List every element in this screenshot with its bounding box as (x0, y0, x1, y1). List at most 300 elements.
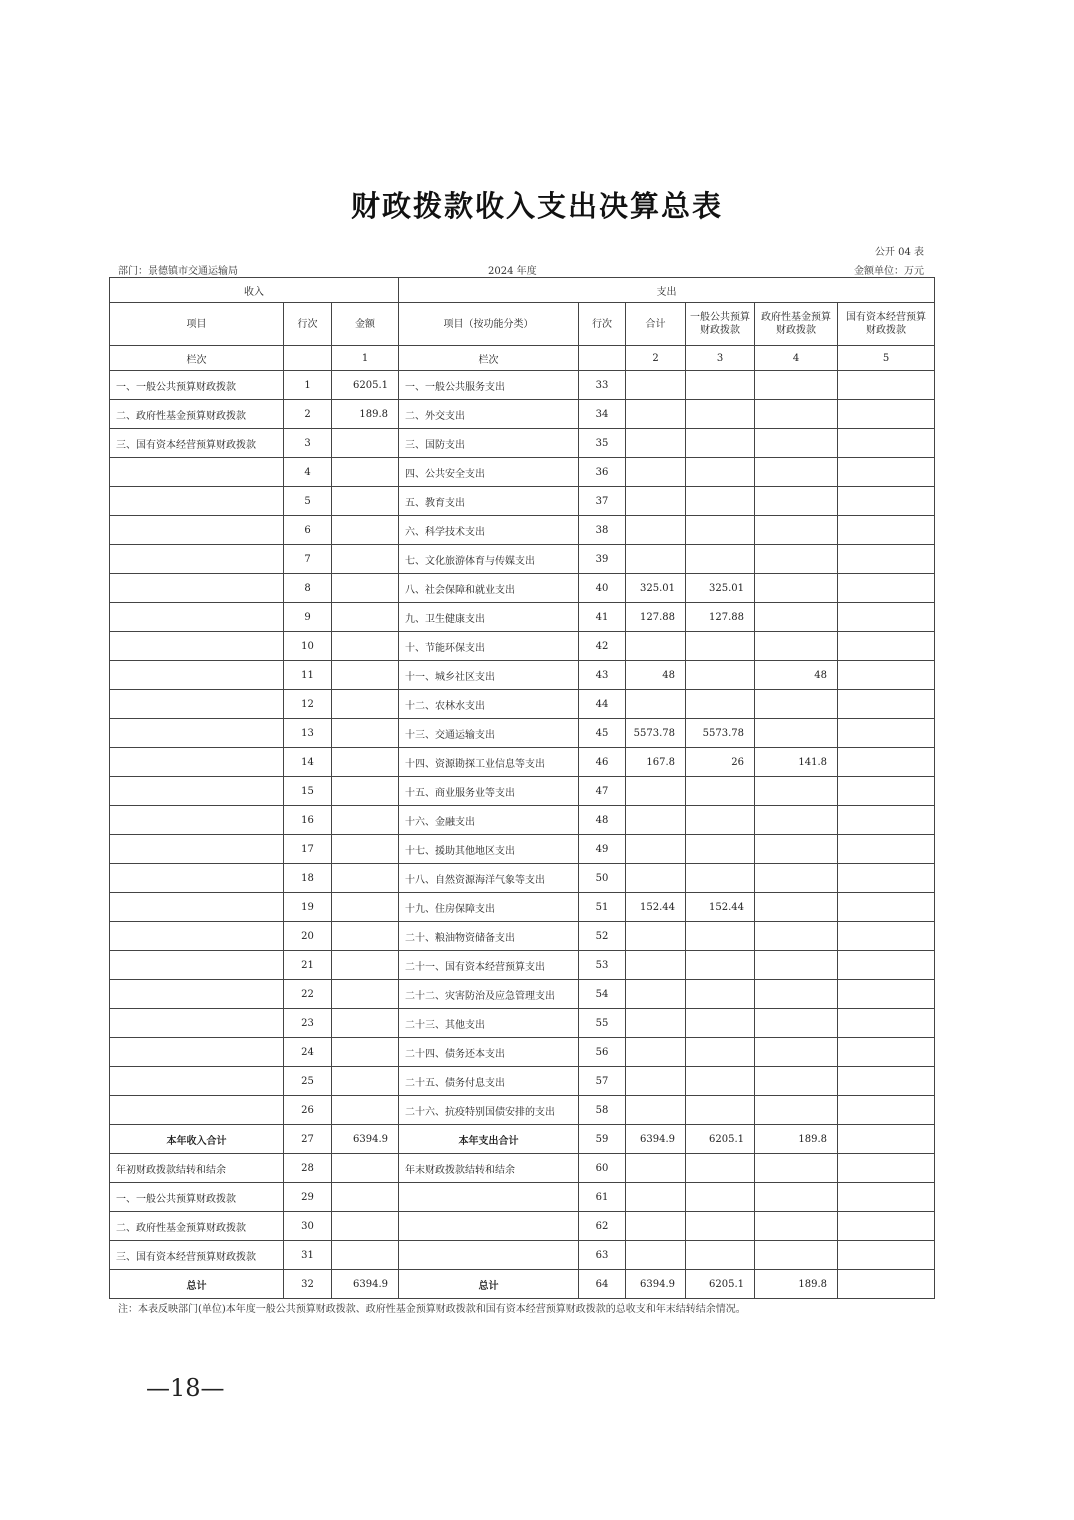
income-amount: 6394.9 (332, 1125, 399, 1154)
income-row-no: 27 (284, 1125, 332, 1154)
expense-row-no: 54 (579, 980, 626, 1009)
income-item (110, 487, 284, 516)
expense-general (686, 661, 755, 690)
expense-total (626, 690, 686, 719)
table-row (110, 661, 935, 690)
expense-state-capital (838, 400, 935, 429)
table-row (110, 458, 935, 487)
expense-state-capital (838, 1038, 935, 1067)
expense-state-capital (838, 1241, 935, 1270)
expense-item: 年末财政拨款结转和结余 (399, 1154, 579, 1183)
expense-total: 48 (626, 661, 686, 690)
expense-state-capital (838, 1125, 935, 1154)
expense-header: 支出 (399, 278, 935, 303)
income-item (110, 1096, 284, 1125)
expense-state-capital (838, 429, 935, 458)
expense-item: 十、节能环保支出 (399, 632, 579, 661)
expense-total (626, 516, 686, 545)
income-row-no: 23 (284, 1009, 332, 1038)
expense-item: 十八、自然资源海洋气象等支出 (399, 864, 579, 893)
expense-general (686, 835, 755, 864)
expense-general (686, 429, 755, 458)
expense-total (626, 1067, 686, 1096)
expense-item: 十四、资源勘探工业信息等支出 (399, 748, 579, 777)
expense-total (626, 806, 686, 835)
expense-row-no: 55 (579, 1009, 626, 1038)
income-row-no: 26 (284, 1096, 332, 1125)
expense-state-capital (838, 371, 935, 400)
income-item (110, 1038, 284, 1067)
expense-gov-fund (755, 777, 838, 806)
table-row (110, 777, 935, 806)
expense-state-capital (838, 719, 935, 748)
item-func-header: 项目（按功能分类） (399, 303, 579, 346)
item-header: 项目 (110, 303, 284, 346)
col-empty-1 (284, 346, 332, 371)
expense-gov-fund (755, 1009, 838, 1038)
expense-row-no: 56 (579, 1038, 626, 1067)
income-amount (332, 632, 399, 661)
income-row-no: 6 (284, 516, 332, 545)
table-row (110, 1125, 935, 1154)
expense-general (686, 864, 755, 893)
income-amount (332, 951, 399, 980)
income-item (110, 864, 284, 893)
expense-gov-fund (755, 458, 838, 487)
income-item (110, 574, 284, 603)
expense-row-no: 52 (579, 922, 626, 951)
expense-general: 5573.78 (686, 719, 755, 748)
row-no2-header: 行次 (579, 303, 626, 346)
table-row (110, 980, 935, 1009)
expense-item: 一、一般公共服务支出 (399, 371, 579, 400)
expense-row-no: 61 (579, 1183, 626, 1212)
expense-general: 6205.1 (686, 1270, 755, 1299)
expense-gov-fund (755, 603, 838, 632)
income-item (110, 835, 284, 864)
table-row (110, 1270, 935, 1299)
income-row-no: 18 (284, 864, 332, 893)
budget-table (109, 277, 935, 1299)
expense-total (626, 1154, 686, 1183)
expense-state-capital (838, 1067, 935, 1096)
income-item (110, 516, 284, 545)
expense-row-no: 59 (579, 1125, 626, 1154)
expense-item (399, 1212, 579, 1241)
expense-state-capital (838, 806, 935, 835)
expense-state-capital (838, 516, 935, 545)
table-row (110, 748, 935, 777)
income-amount (332, 980, 399, 1009)
table-row (110, 1009, 935, 1038)
income-item (110, 603, 284, 632)
expense-general (686, 400, 755, 429)
expense-general (686, 690, 755, 719)
expense-total (626, 632, 686, 661)
expense-total (626, 864, 686, 893)
year-label: 2024 年度 (488, 266, 537, 277)
expense-state-capital (838, 1096, 935, 1125)
income-row-no: 21 (284, 951, 332, 980)
income-row-no: 22 (284, 980, 332, 1009)
expense-row-no: 35 (579, 429, 626, 458)
header-row-1 (110, 278, 935, 303)
expense-gov-fund (755, 1096, 838, 1125)
expense-row-no: 37 (579, 487, 626, 516)
expense-general (686, 632, 755, 661)
expense-total (626, 1212, 686, 1241)
expense-state-capital (838, 951, 935, 980)
expense-total: 5573.78 (626, 719, 686, 748)
income-amount (332, 1096, 399, 1125)
table-row (110, 893, 935, 922)
income-amount (332, 429, 399, 458)
expense-row-no: 51 (579, 893, 626, 922)
income-amount (332, 1067, 399, 1096)
expense-total (626, 429, 686, 458)
income-item (110, 980, 284, 1009)
expense-state-capital (838, 777, 935, 806)
expense-total (626, 835, 686, 864)
expense-total (626, 371, 686, 400)
income-amount (332, 690, 399, 719)
expense-state-capital (838, 1212, 935, 1241)
expense-general (686, 980, 755, 1009)
table-row (110, 574, 935, 603)
income-row-no: 14 (284, 748, 332, 777)
expense-general: 127.88 (686, 603, 755, 632)
income-row-no: 19 (284, 893, 332, 922)
expense-row-no: 53 (579, 951, 626, 980)
table-row (110, 690, 935, 719)
income-amount: 189.8 (332, 400, 399, 429)
expense-general (686, 1154, 755, 1183)
expense-state-capital (838, 487, 935, 516)
expense-total (626, 487, 686, 516)
expense-state-capital (838, 1270, 935, 1299)
expense-gov-fund (755, 632, 838, 661)
department-label: 部门：景德镇市交通运输局 (118, 266, 238, 277)
income-item: 年初财政拨款结转和结余 (110, 1154, 284, 1183)
expense-total (626, 980, 686, 1009)
income-item (110, 1067, 284, 1096)
expense-gov-fund (755, 719, 838, 748)
expense-row-no: 43 (579, 661, 626, 690)
expense-gov-fund (755, 1183, 838, 1212)
expense-general (686, 777, 755, 806)
expense-row-no: 33 (579, 371, 626, 400)
expense-row-no: 44 (579, 690, 626, 719)
col-4: 4 (755, 346, 838, 371)
expense-total (626, 951, 686, 980)
income-item (110, 458, 284, 487)
expense-gov-fund (755, 1067, 838, 1096)
expense-gov-fund: 189.8 (755, 1270, 838, 1299)
expense-state-capital (838, 893, 935, 922)
expense-total (626, 1038, 686, 1067)
expense-total (626, 922, 686, 951)
expense-gov-fund (755, 1241, 838, 1270)
expense-row-no: 39 (579, 545, 626, 574)
expense-gov-fund: 141.8 (755, 748, 838, 777)
expense-gov-fund (755, 487, 838, 516)
total-header: 合计 (626, 303, 686, 346)
expense-item: 十六、金融支出 (399, 806, 579, 835)
expense-item: 二十三、其他支出 (399, 1009, 579, 1038)
income-amount (332, 1154, 399, 1183)
expense-gov-fund (755, 516, 838, 545)
income-amount (332, 1241, 399, 1270)
expense-item (399, 1241, 579, 1270)
income-item (110, 806, 284, 835)
expense-general: 325.01 (686, 574, 755, 603)
income-amount (332, 748, 399, 777)
expense-total: 325.01 (626, 574, 686, 603)
income-amount (332, 487, 399, 516)
income-item (110, 777, 284, 806)
table-row (110, 835, 935, 864)
income-item (110, 632, 284, 661)
expense-row-no: 42 (579, 632, 626, 661)
income-item (110, 1009, 284, 1038)
income-amount (332, 603, 399, 632)
expense-gov-fund (755, 1038, 838, 1067)
expense-item: 七、文化旅游体育与传媒支出 (399, 545, 579, 574)
expense-item: 二十、粮油物资储备支出 (399, 922, 579, 951)
expense-state-capital (838, 690, 935, 719)
table-row (110, 1067, 935, 1096)
expense-state-capital (838, 574, 935, 603)
table-code: 公开 04 表 (874, 247, 924, 258)
expense-total: 127.88 (626, 603, 686, 632)
income-amount (332, 777, 399, 806)
expense-state-capital (838, 980, 935, 1009)
income-row-no: 12 (284, 690, 332, 719)
expense-item: 二十二、灾害防治及应急管理支出 (399, 980, 579, 1009)
income-row-no: 29 (284, 1183, 332, 1212)
expense-total (626, 400, 686, 429)
expense-row-no: 50 (579, 864, 626, 893)
table-row (110, 719, 935, 748)
expense-row-no: 57 (579, 1067, 626, 1096)
income-row-no: 17 (284, 835, 332, 864)
expense-row-no: 62 (579, 1212, 626, 1241)
income-item: 三、国有资本经营预算财政拨款 (110, 429, 284, 458)
expense-state-capital (838, 1183, 935, 1212)
expense-state-capital (838, 748, 935, 777)
income-row-no: 32 (284, 1270, 332, 1299)
col-label2: 栏次 (399, 346, 579, 371)
expense-gov-fund (755, 690, 838, 719)
general-header: 一般公共预算财政拨款 (686, 303, 755, 346)
expense-state-capital (838, 1154, 935, 1183)
expense-gov-fund: 189.8 (755, 1125, 838, 1154)
expense-general (686, 1183, 755, 1212)
expense-gov-fund (755, 806, 838, 835)
expense-total (626, 458, 686, 487)
income-amount (332, 864, 399, 893)
expense-row-no: 64 (579, 1270, 626, 1299)
expense-row-no: 60 (579, 1154, 626, 1183)
expense-item: 十五、商业服务业等支出 (399, 777, 579, 806)
expense-item: 十九、住房保障支出 (399, 893, 579, 922)
income-item (110, 661, 284, 690)
expense-general (686, 371, 755, 400)
expense-item: 二十五、债务付息支出 (399, 1067, 579, 1096)
expense-general (686, 951, 755, 980)
income-item (110, 748, 284, 777)
amount-header: 金额 (332, 303, 399, 346)
expense-general: 26 (686, 748, 755, 777)
expense-general (686, 458, 755, 487)
expense-state-capital (838, 603, 935, 632)
income-item: 本年收入合计 (110, 1125, 284, 1154)
table-row (110, 545, 935, 574)
expense-general (686, 516, 755, 545)
income-amount (332, 1009, 399, 1038)
expense-general (686, 1009, 755, 1038)
col-5: 5 (838, 346, 935, 371)
col-label: 栏次 (110, 346, 284, 371)
income-item: 二、政府性基金预算财政拨款 (110, 400, 284, 429)
income-item (110, 893, 284, 922)
expense-item (399, 1183, 579, 1212)
table-row (110, 400, 935, 429)
expense-row-no: 63 (579, 1241, 626, 1270)
table-row (110, 487, 935, 516)
table-row (110, 1154, 935, 1183)
expense-general (686, 1212, 755, 1241)
expense-state-capital (838, 458, 935, 487)
expense-item: 十三、交通运输支出 (399, 719, 579, 748)
expense-gov-fund (755, 371, 838, 400)
expense-total (626, 1096, 686, 1125)
expense-item: 二十六、抗疫特别国债安排的支出 (399, 1096, 579, 1125)
expense-total (626, 1183, 686, 1212)
expense-item: 九、卫生健康支出 (399, 603, 579, 632)
income-row-no: 8 (284, 574, 332, 603)
income-amount (332, 719, 399, 748)
income-row-no: 9 (284, 603, 332, 632)
income-item: 总计 (110, 1270, 284, 1299)
expense-general (686, 487, 755, 516)
table-row (110, 1212, 935, 1241)
expense-state-capital (838, 864, 935, 893)
expense-item: 八、社会保障和就业支出 (399, 574, 579, 603)
income-row-no: 5 (284, 487, 332, 516)
income-amount (332, 661, 399, 690)
income-item: 一、一般公共预算财政拨款 (110, 371, 284, 400)
income-item (110, 690, 284, 719)
income-amount (332, 458, 399, 487)
expense-total (626, 777, 686, 806)
income-item: 二、政府性基金预算财政拨款 (110, 1212, 284, 1241)
income-row-no: 20 (284, 922, 332, 951)
expense-general (686, 1067, 755, 1096)
expense-gov-fund (755, 545, 838, 574)
expense-total: 152.44 (626, 893, 686, 922)
expense-gov-fund (755, 400, 838, 429)
col-1: 1 (332, 346, 399, 371)
expense-total (626, 1241, 686, 1270)
expense-gov-fund (755, 893, 838, 922)
income-row-no: 4 (284, 458, 332, 487)
expense-item: 三、国防支出 (399, 429, 579, 458)
expense-state-capital (838, 661, 935, 690)
expense-general (686, 545, 755, 574)
expense-general: 6205.1 (686, 1125, 755, 1154)
income-amount (332, 835, 399, 864)
income-amount (332, 922, 399, 951)
table-row (110, 922, 935, 951)
income-row-no: 30 (284, 1212, 332, 1241)
income-row-no: 31 (284, 1241, 332, 1270)
income-item (110, 951, 284, 980)
income-row-no: 2 (284, 400, 332, 429)
expense-item: 本年支出合计 (399, 1125, 579, 1154)
table-row (110, 429, 935, 458)
income-amount (332, 806, 399, 835)
income-row-no: 11 (284, 661, 332, 690)
expense-item: 二十一、国有资本经营预算支出 (399, 951, 579, 980)
expense-item: 五、教育支出 (399, 487, 579, 516)
table-row (110, 603, 935, 632)
expense-gov-fund (755, 864, 838, 893)
expense-item: 十一、城乡社区支出 (399, 661, 579, 690)
expense-gov-fund (755, 1212, 838, 1241)
expense-total (626, 545, 686, 574)
income-row-no: 25 (284, 1067, 332, 1096)
income-row-no: 10 (284, 632, 332, 661)
expense-state-capital (838, 545, 935, 574)
expense-state-capital (838, 835, 935, 864)
gov-fund-header: 政府性基金预算财政拨款 (755, 303, 838, 346)
expense-item: 二、外交支出 (399, 400, 579, 429)
expense-total: 6394.9 (626, 1270, 686, 1299)
col-3: 3 (686, 346, 755, 371)
expense-general (686, 1038, 755, 1067)
income-row-no: 24 (284, 1038, 332, 1067)
expense-gov-fund (755, 835, 838, 864)
expense-row-no: 46 (579, 748, 626, 777)
expense-gov-fund (755, 951, 838, 980)
table-row (110, 864, 935, 893)
table-row (110, 1038, 935, 1067)
expense-row-no: 34 (579, 400, 626, 429)
expense-gov-fund (755, 1154, 838, 1183)
income-row-no: 3 (284, 429, 332, 458)
expense-row-no: 58 (579, 1096, 626, 1125)
expense-total: 6394.9 (626, 1125, 686, 1154)
income-amount (332, 574, 399, 603)
income-header: 收入 (110, 278, 399, 303)
table-row (110, 1183, 935, 1212)
income-item: 三、国有资本经营预算财政拨款 (110, 1241, 284, 1270)
expense-state-capital (838, 1009, 935, 1038)
expense-item: 四、公共安全支出 (399, 458, 579, 487)
income-amount (332, 1212, 399, 1241)
income-amount: 6205.1 (332, 371, 399, 400)
expense-general (686, 806, 755, 835)
col-2: 2 (626, 346, 686, 371)
header-row-2 (110, 303, 935, 346)
expense-gov-fund (755, 980, 838, 1009)
expense-item: 六、科学技术支出 (399, 516, 579, 545)
income-amount (332, 1183, 399, 1212)
income-row-no: 1 (284, 371, 332, 400)
expense-general: 152.44 (686, 893, 755, 922)
expense-state-capital (838, 632, 935, 661)
